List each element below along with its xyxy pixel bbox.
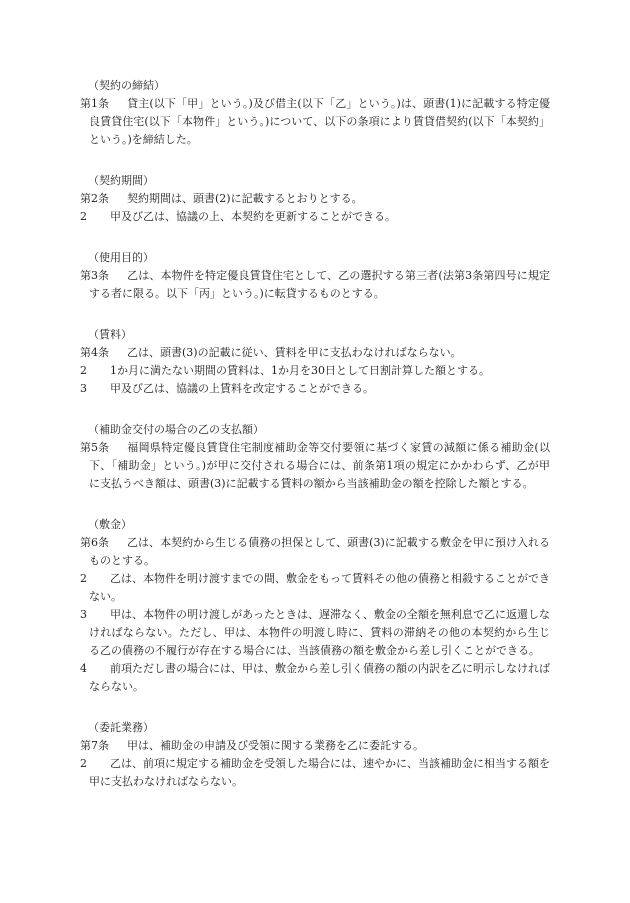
article-heading: （契約期間）	[88, 174, 154, 187]
article-number: 第7条	[80, 739, 109, 752]
article-section	[80, 249, 550, 303]
paragraph-text: 契約期間は、頭書(2)に記載するとおりとする。	[127, 192, 363, 205]
paragraph-number: 2	[80, 757, 87, 770]
paragraph-text: 乙は、頭書(3)の記載に従い、賃料を甲に支払わなければならない。	[127, 346, 462, 359]
paragraph-text: 甲は、本物件の明け渡しがあったときは、遅滞なく、敷金の全額を無利息で乙に返還しなければならない。ただし、甲は、本物件の明渡し時に、賃料の滞納その他の本契約から生じる乙の債務の不履行が存在する場合には、当該債務の額を敷金から差し引くことができる。	[89, 608, 550, 657]
article-section	[80, 172, 550, 226]
sub-paragraph	[80, 570, 550, 606]
article-paragraph	[80, 267, 550, 303]
article-heading: （補助金交付の場合の乙の支払額）	[88, 423, 264, 436]
article-paragraph	[80, 737, 550, 755]
paragraph-text: 1か月に満たない期間の賃料は、1か月を30日として日割計算した額とする。	[110, 364, 490, 377]
paragraph-number: 4	[80, 662, 87, 675]
article-section	[80, 421, 550, 493]
article-heading: （委託業務）	[88, 721, 154, 734]
paragraph-text: 貸主(以下「甲」という。)及び借主(以下「乙」という。)は、頭書(1)に記載する特定優良賃貸住宅(以下「本物件」という。)について、以下の条項により賃貸借契約(以下「本契約」という。)を締結した。	[89, 97, 550, 146]
article-number: 第1条	[80, 97, 109, 110]
article-number: 第2条	[80, 192, 109, 205]
article-heading: （賃料）	[88, 328, 132, 341]
paragraph-text: 甲及び乙は、協議の上賃料を改定することができる。	[110, 382, 374, 395]
paragraph-number: 2	[80, 572, 87, 585]
article-section	[80, 516, 550, 696]
article-section	[80, 719, 550, 791]
contract-body	[80, 77, 550, 814]
paragraph-text: 乙は、本物件を明け渡すまでの間、敷金をもって賃料その他の債務と相殺することができない。	[89, 572, 550, 603]
paragraph-text: 福岡県特定優良賃貸住宅制度補助金等交付要領に基づく家賃の減額に係る補助金(以下、「補助金」という。)が甲に交付される場合には、前条第1項の規定にかかわらず、乙が甲に支払うべき額は、頭書(3)に記載する賃料の額から当該補助金の額を控除した額とする。	[89, 441, 550, 490]
article-paragraph	[80, 439, 550, 493]
paragraph-text: 甲及び乙は、協議の上、本契約を更新することができる。	[110, 210, 396, 223]
paragraph-text: 乙は、本契約から生じる債務の担保として、頭書(3)に記載する敷金を甲に預け入れるものとする。	[89, 536, 550, 567]
article-paragraph	[80, 344, 550, 362]
article-number: 第3条	[80, 269, 109, 282]
article-number: 第6条	[80, 536, 109, 549]
paragraph-number: 2	[80, 210, 87, 223]
article-heading: （敷金）	[88, 518, 132, 531]
article-paragraph	[80, 534, 550, 570]
article-number: 第5条	[80, 441, 109, 454]
sub-paragraph	[80, 208, 550, 226]
sub-paragraph	[80, 755, 550, 791]
article-paragraph	[80, 95, 550, 149]
article-heading: （使用目的）	[88, 251, 154, 264]
article-section	[80, 77, 550, 149]
sub-paragraph	[80, 660, 550, 696]
paragraph-text: 乙は、本物件を特定優良賃貸住宅として、乙の選択する第三者(法第3条第四号に規定する者に限る。以下「丙」という。)に転貸するものとする。	[89, 269, 550, 300]
paragraph-number: 3	[80, 382, 87, 395]
paragraph-number: 2	[80, 364, 87, 377]
sub-paragraph	[80, 362, 550, 380]
sub-paragraph	[80, 606, 550, 660]
article-number: 第4条	[80, 346, 109, 359]
article-paragraph	[80, 190, 550, 208]
paragraph-text: 前項ただし書の場合には、甲は、敷金から差し引く債務の額の内訳を乙に明示しなければならない。	[89, 662, 550, 693]
paragraph-text: 乙は、前項に規定する補助金を受領した場合には、速やかに、当該補助金に相当する額を甲に支払わなければならない。	[89, 757, 550, 788]
article-heading: （契約の締結）	[88, 79, 165, 92]
paragraph-text: 甲は、補助金の申請及び受領に関する業務を乙に委託する。	[127, 739, 424, 752]
paragraph-number: 3	[80, 608, 87, 621]
sub-paragraph	[80, 380, 550, 398]
article-section	[80, 326, 550, 398]
